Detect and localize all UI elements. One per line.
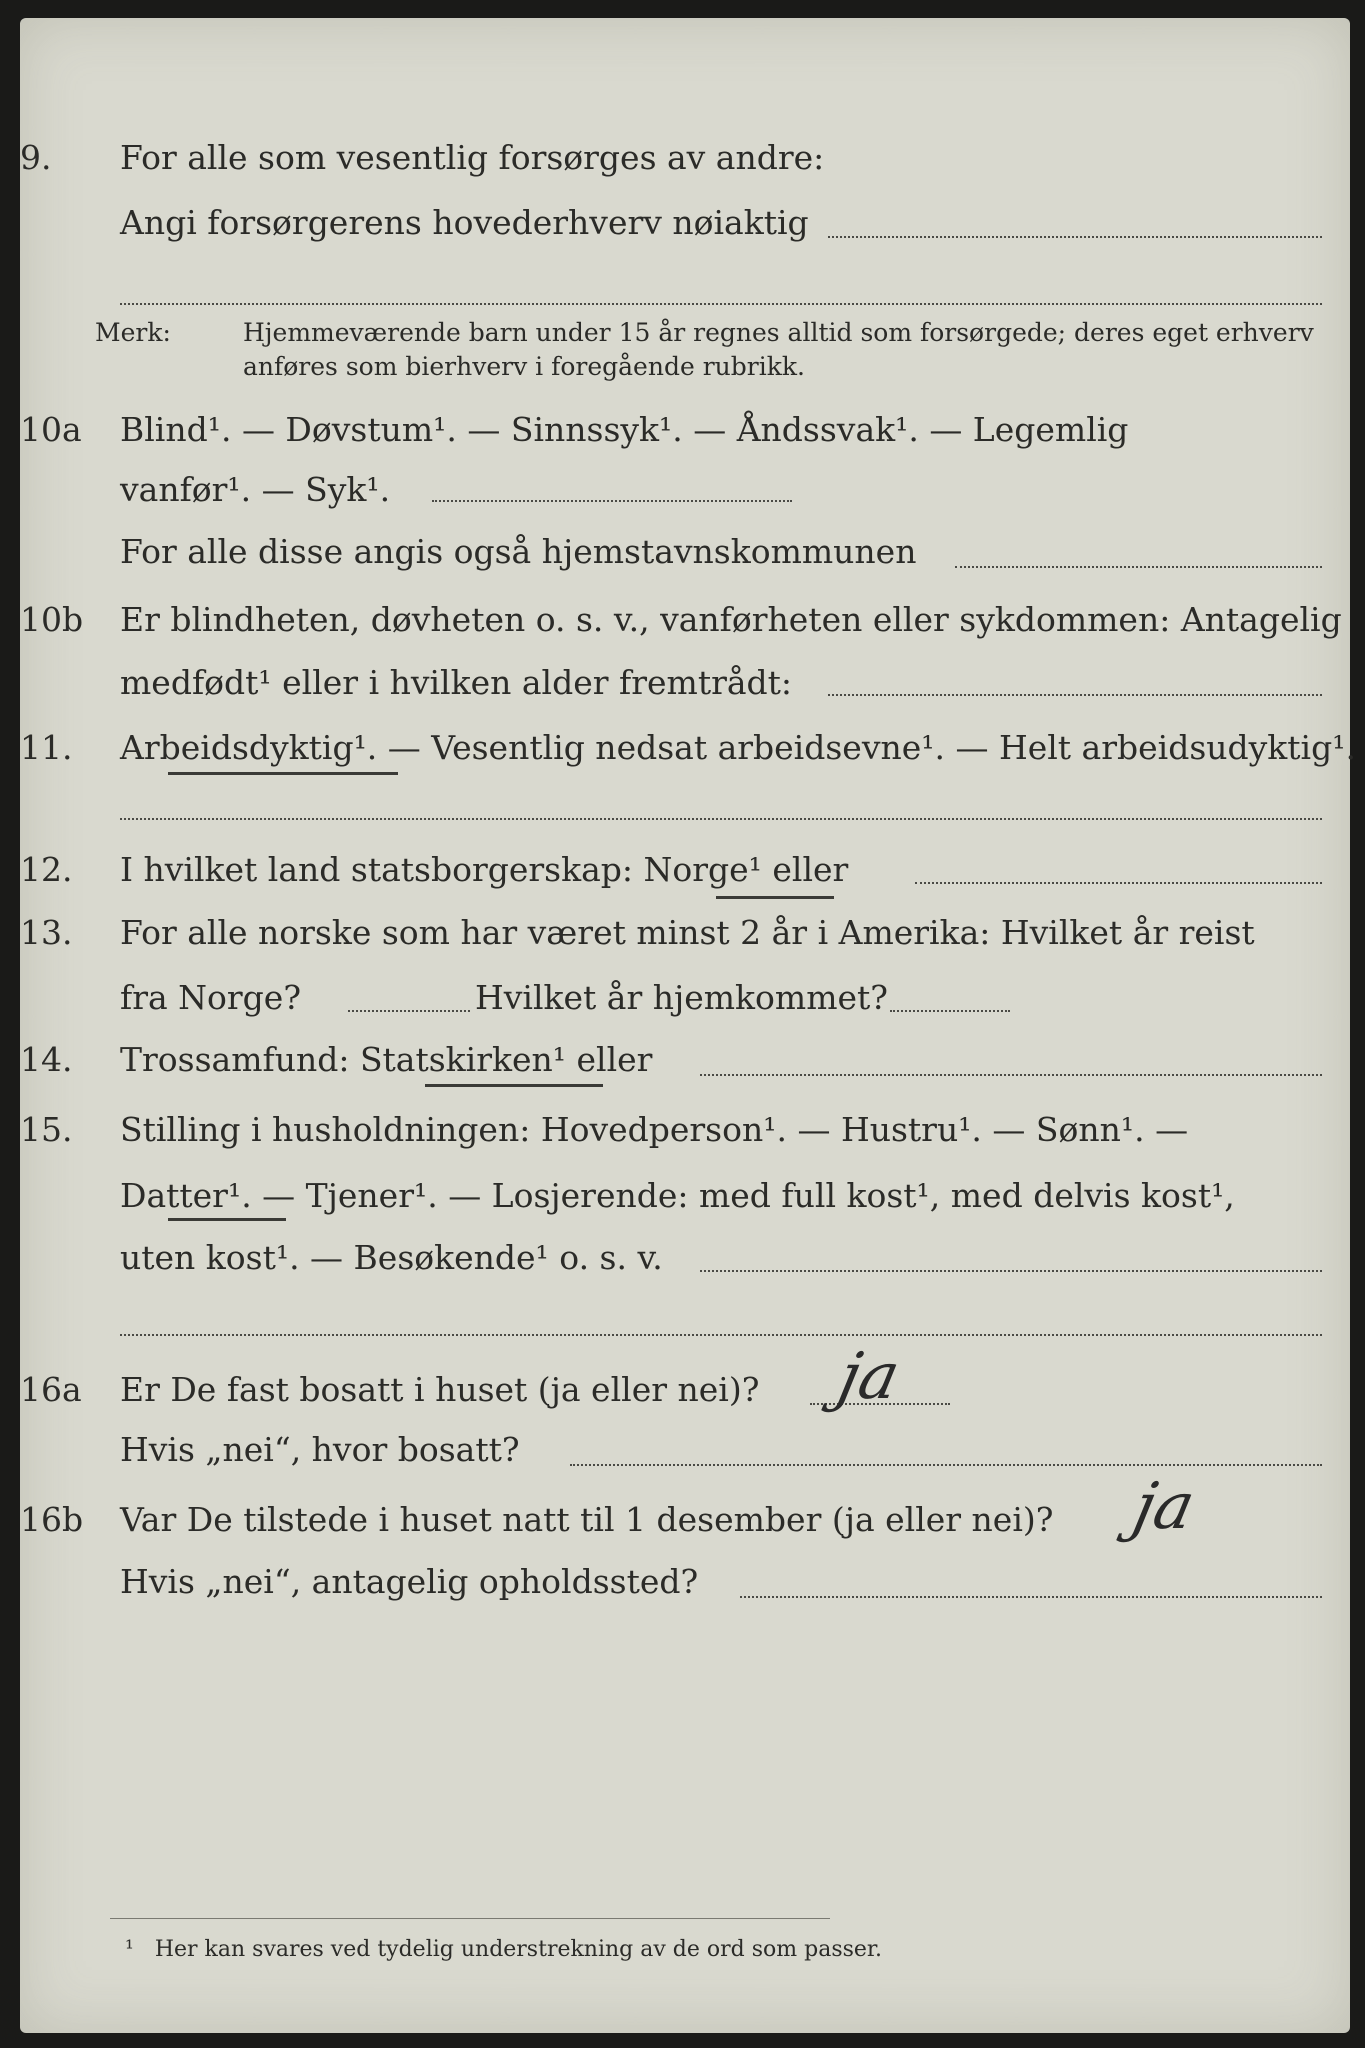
- q10b-answer-line[interactable]: [828, 694, 1322, 696]
- q13-text-2b: Hvilket år hjemkommet?: [475, 978, 888, 1017]
- q16a-text-2: Hvis „nei“, hvor bosatt?: [120, 1430, 520, 1469]
- q16b-handwritten-answer: ja: [1127, 1470, 1201, 1544]
- q15-answer-line-2[interactable]: [120, 1334, 1322, 1336]
- q11-line1: [20, 728, 1356, 768]
- q10b-line2: [120, 663, 1350, 703]
- q13-hjemkommet-answer-line[interactable]: [890, 1010, 1010, 1012]
- q10a-line2: [120, 470, 1350, 510]
- merk-line2: [243, 352, 1350, 382]
- q9-answer-line[interactable]: [828, 236, 1322, 238]
- q10b-number: 10b: [20, 600, 84, 639]
- q10a-line1: [20, 410, 1350, 450]
- q16a-number: 16a: [20, 1370, 82, 1409]
- q13-number: 13.: [20, 913, 73, 952]
- q10a-syk-answer-line[interactable]: [432, 500, 792, 502]
- q15-text-3: uten kost¹. — Besøkende¹ o. s. v.: [120, 1238, 663, 1277]
- q14-number: 14.: [20, 1040, 73, 1079]
- census-form-page: [20, 18, 1356, 2033]
- q12-handwritten-underline: [716, 896, 834, 899]
- q9-number: 9.: [20, 138, 52, 177]
- q10b-text-1: Er blindheten, døvheten o. s. v., vanførheten eller sykdommen: Antagelig: [120, 600, 1342, 639]
- q16a-text-1: Er De fast bosatt i huset (ja eller nei)?: [120, 1370, 760, 1409]
- q10a-number: 10a: [20, 410, 82, 449]
- q10a-text-3: For alle disse angis også hjemstavnskommunen: [120, 532, 917, 571]
- q15-line2: [120, 1176, 1350, 1216]
- q16b-text-1: Var De tilstede i huset natt til 1 desember (ja eller nei)?: [120, 1500, 1054, 1539]
- q16b-number: 16b: [20, 1500, 84, 1539]
- q10a-text-1: Blind¹. — Døvstum¹. — Sinnssyk¹. — Åndssvak¹. — Legemlig: [120, 410, 1129, 449]
- q16a-handwritten-answer: ja: [832, 1340, 906, 1414]
- q13-line2: [120, 978, 1350, 1018]
- q12-number: 12.: [20, 850, 73, 889]
- q15-text-2: Datter¹. — Tjener¹. — Losjerende: med full kost¹, med delvis kost¹,: [120, 1176, 1235, 1215]
- footnote-mark: ¹: [125, 1937, 134, 1962]
- q15-line1: [20, 1110, 1350, 1150]
- q9-text: For alle som vesentlig forsørges av andre:: [120, 138, 825, 177]
- q15-answer-line[interactable]: [700, 1270, 1322, 1272]
- q10b-line1: [20, 600, 1350, 640]
- q9-answer-line-2[interactable]: [120, 303, 1322, 305]
- q16b-answer-line[interactable]: [740, 1596, 1322, 1598]
- q16b-text-2: Hvis „nei“, antagelig opholdssted?: [120, 1562, 699, 1601]
- merk-line1: [95, 318, 1350, 348]
- q15-line3: [120, 1238, 1350, 1278]
- q14-answer-line[interactable]: [700, 1074, 1322, 1076]
- merk-text-2: anføres som bierhverv i foregående rubrikk.: [243, 352, 805, 381]
- q10b-text-2: medfødt¹ eller i hvilken alder fremtrådt:: [120, 663, 793, 702]
- q13-text-1: For alle norske som har været minst 2 år i Amerika: Hvilket år reist: [120, 913, 1255, 952]
- q11-answer-line[interactable]: [120, 818, 1322, 820]
- q12-text: I hvilket land statsborgerskap: Norge¹ eller: [120, 850, 849, 889]
- merk-text-1: Hjemmeværende barn under 15 år regnes alltid som forsørgede; deres eget erhverv: [243, 318, 1314, 347]
- q16a-line1: [20, 1370, 1350, 1410]
- q11-text: Arbeidsdyktig¹. — Vesentlig nedsat arbeidsevne¹. — Helt arbeidsudyktig¹.: [120, 728, 1356, 767]
- q16a-bosatt-answer-line[interactable]: [570, 1464, 1322, 1466]
- q15-number: 15.: [20, 1110, 73, 1149]
- q14-text: Trossamfund: Statskirken¹ eller: [120, 1040, 653, 1079]
- q12-line1: [20, 850, 1350, 890]
- q13-reist-answer-line[interactable]: [348, 1010, 470, 1012]
- q13-line1: [20, 913, 1350, 953]
- q11-handwritten-underline: [168, 772, 398, 775]
- q10a-text-2: vanfør¹. — Syk¹.: [120, 470, 391, 509]
- q14-handwritten-underline: [425, 1084, 603, 1087]
- footnote: [125, 1930, 1350, 1970]
- q15-text-1: Stilling i husholdningen: Hovedperson¹. — Hustru¹. — Sønn¹. —: [120, 1110, 1189, 1149]
- footnote-rule: [110, 1918, 830, 1919]
- q10a-hjemstavn-answer-line[interactable]: [955, 566, 1322, 568]
- q15-handwritten-underline: [168, 1218, 286, 1221]
- q12-answer-line[interactable]: [915, 882, 1322, 884]
- q9-question: Angi forsørgerens hovederhverv nøiaktig: [120, 203, 809, 242]
- q11-number: 11.: [20, 728, 73, 767]
- merk-label: Merk:: [95, 318, 171, 347]
- q13-text-2a: fra Norge?: [120, 978, 302, 1017]
- q9-line1: [20, 138, 1350, 178]
- footnote-text: Her kan svares ved tydelig understrekning av de ord som passer.: [154, 1937, 883, 1962]
